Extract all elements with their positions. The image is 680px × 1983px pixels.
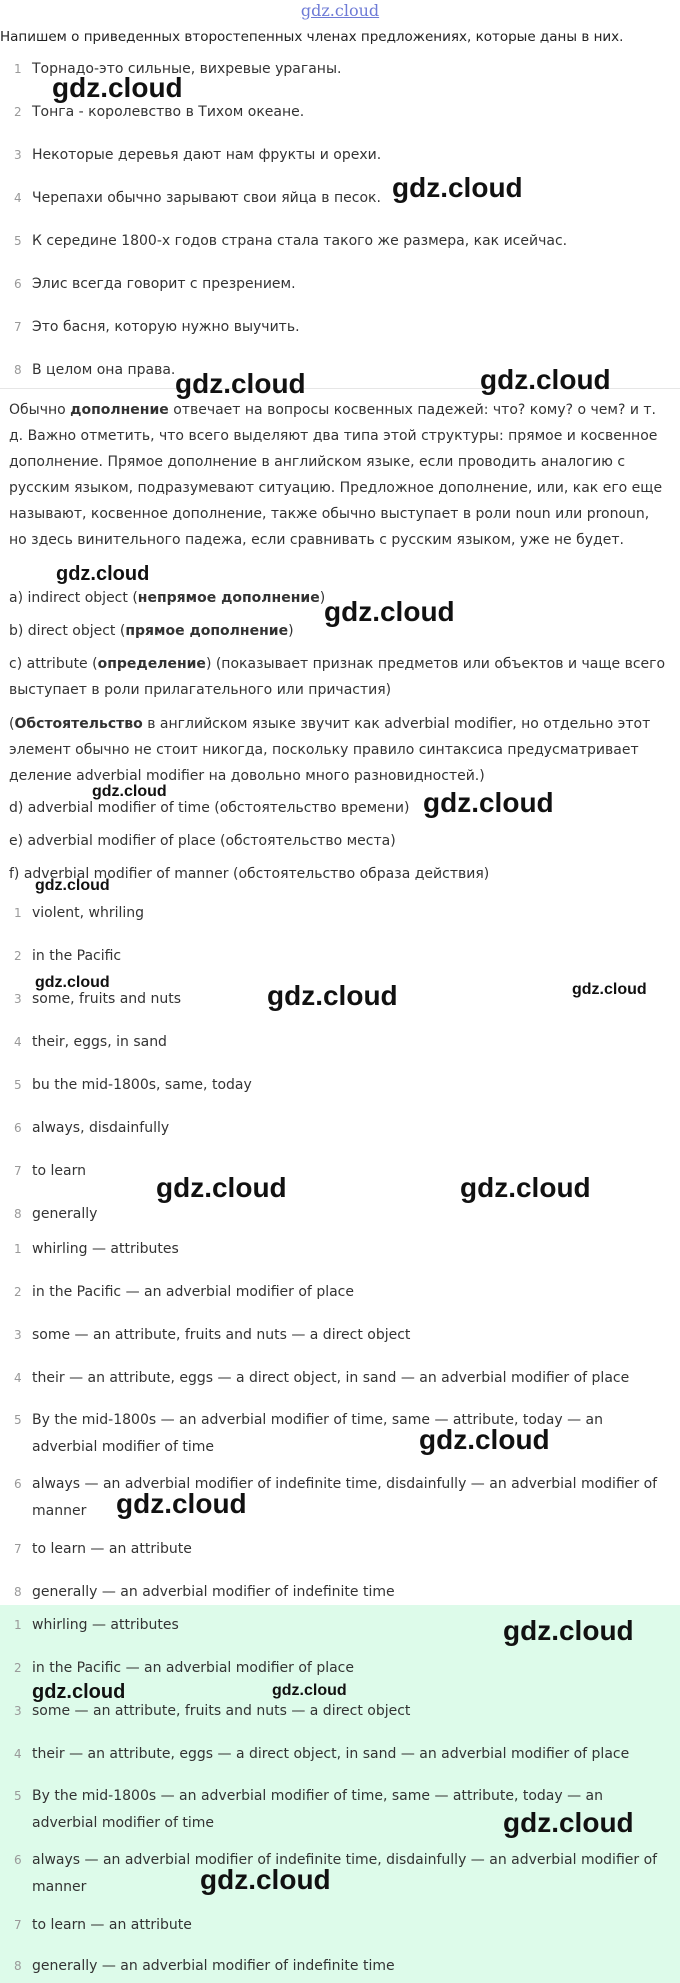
watermark: gdz.cloud [324, 596, 455, 627]
item-text: in the Pacific [32, 948, 122, 964]
item-number: 3 [14, 1328, 22, 1342]
watermark: gdz.cloud [175, 368, 306, 399]
item-number: 7 [14, 1918, 22, 1932]
item-text: By the mid-1800s — an adverbial modifier of time, same — attribute, today — an adverbial modifier of time [32, 1788, 604, 1831]
item-text: Черепахи обычно зарывают свои яйца в песок. [32, 190, 381, 206]
item-text: to learn — an attribute [32, 1541, 192, 1557]
theory-item-e: e) adverbial modifier of place (обстоятельство места) [9, 833, 396, 849]
item-number: 4 [14, 1035, 22, 1049]
item-number: 3 [14, 992, 22, 1006]
item-number: 1 [14, 62, 22, 76]
item-number: 5 [14, 234, 22, 248]
list-item [0, 184, 670, 212]
list-item [0, 227, 670, 255]
item-number: 1 [14, 1618, 22, 1632]
theory-term: дополнение [70, 402, 169, 418]
theory-item-c [9, 651, 669, 703]
item-text: generally [32, 1206, 98, 1222]
item-text: some, fruits and nuts [32, 991, 182, 1007]
item-text: Это басня, которую нужно выучить. [32, 319, 300, 335]
watermark: gdz.cloud [56, 563, 150, 585]
item-text: violent, whriling [32, 905, 145, 921]
item-number: 5 [14, 1789, 22, 1803]
theory-item-f: f) adverbial modifier of manner (обстоятельство образа действия) [9, 866, 490, 882]
item-text: Элис всегда говорит с презрением. [32, 276, 296, 292]
watermark: gdz.cloud [156, 1172, 287, 1203]
list-item [0, 1952, 670, 1980]
item-text: to learn [32, 1163, 86, 1179]
item-number: 7 [14, 1542, 22, 1556]
task-text: Напишем о приведенных второстепенных членах предложениях, которые даны в них. [0, 29, 624, 45]
list-item [0, 1847, 670, 1901]
theory-text: в английском языке звучит как adverbial modifier, но отдельно этот элемент обычно не стоит никогда, поскольку правило синтаксиса предусматривает деление adverbial modifier на довольно много разновидностей.) [9, 716, 651, 784]
list-item [0, 1364, 670, 1392]
item-number: 5 [14, 1078, 22, 1092]
theory-text: ) [319, 590, 326, 606]
watermark: gdz.cloud [35, 877, 110, 894]
list-item [0, 1740, 670, 1768]
watermark: gdz.cloud [392, 172, 523, 203]
item-number: 1 [14, 1242, 22, 1256]
theory-intro [9, 397, 669, 553]
theory-term: непрямое дополнение [137, 590, 320, 606]
item-number: 8 [14, 363, 22, 377]
item-text: whirling — attributes [32, 1241, 179, 1257]
theory-item-d: d) adverbial modifier of time (обстоятельство времени) [9, 800, 410, 816]
theory-text: ( [9, 716, 15, 732]
watermark: gdz.cloud [419, 1424, 550, 1455]
theory-text: ) [288, 623, 294, 639]
list-item [0, 1235, 670, 1263]
item-number: 5 [14, 1413, 22, 1427]
item-text: always, disdainfully [32, 1120, 170, 1136]
watermark: gdz.cloud [503, 1807, 634, 1838]
theory-text: Обычно [9, 402, 71, 418]
item-text: some — an attribute, fruits and nuts — a direct object [32, 1327, 411, 1343]
item-number: 3 [14, 1704, 22, 1718]
item-number: 2 [14, 949, 22, 963]
theory-text: b) direct object ( [9, 623, 126, 639]
watermark: gdz.cloud [32, 1681, 126, 1703]
list-item [0, 942, 670, 970]
item-number: 8 [14, 1207, 22, 1221]
watermark: gdz.cloud [503, 1615, 634, 1646]
item-text: their — an attribute, eggs — a direct object, in sand — an adverbial modifier of place [32, 1370, 630, 1386]
watermark: gdz.cloud [116, 1488, 247, 1519]
item-number: 6 [14, 1477, 22, 1491]
item-text: always — an adverbial modifier of indefinite time, disdainfully — an adverbial modifier of manner [32, 1476, 658, 1519]
item-number: 4 [14, 1747, 22, 1761]
theory-text: a) indirect object ( [9, 590, 138, 606]
watermark: gdz.cloud [480, 364, 611, 395]
theory-text: ) (показывает признак предметов или объектов и чаще всего выступает в роли прилагательного или причастия) [9, 656, 666, 698]
item-number: 7 [14, 1164, 22, 1178]
site-title-link[interactable]: gdz.cloud [300, 1, 380, 20]
theory-term: прямое дополнение [125, 623, 289, 639]
list-item [0, 1114, 670, 1142]
list-item [0, 313, 670, 341]
theory-text: c) attribute ( [9, 656, 98, 672]
item-number: 2 [14, 1661, 22, 1675]
item-number: 4 [14, 191, 22, 205]
list-item [0, 1407, 670, 1461]
list-item [0, 1654, 670, 1682]
list-item [0, 1278, 670, 1306]
watermark: gdz.cloud [272, 1682, 347, 1699]
item-number: 8 [14, 1959, 22, 1973]
item-text: always — an adverbial modifier of indefinite time, disdainfully — an adverbial modifier of manner [32, 1852, 658, 1895]
watermark: gdz.cloud [460, 1172, 591, 1203]
item-number: 6 [14, 1121, 22, 1135]
theory-term: определение [97, 656, 206, 672]
watermark: gdz.cloud [92, 783, 167, 800]
watermark: gdz.cloud [267, 980, 398, 1011]
watermark: gdz.cloud [52, 72, 183, 103]
item-number: 2 [14, 1285, 22, 1299]
item-text: bu the mid-1800s, same, today [32, 1077, 252, 1093]
item-text: Торнадо-это сильные, вихревые ураганы. [32, 61, 342, 77]
item-text: Тонга - королевство в Тихом океане. [32, 104, 305, 120]
list-item [0, 1071, 670, 1099]
item-number: 6 [14, 277, 22, 291]
item-text: generally — an adverbial modifier of indefinite time [32, 1584, 395, 1600]
list-item [0, 1200, 670, 1228]
item-text: to learn — an attribute [32, 1917, 192, 1933]
list-item [0, 899, 670, 927]
item-number: 7 [14, 320, 22, 334]
item-number: 2 [14, 105, 22, 119]
item-text: their, eggs, in sand [32, 1034, 167, 1050]
item-text: К середине 1800-х годов страна стала такого же размера, как исейчас. [32, 233, 568, 249]
item-number: 6 [14, 1853, 22, 1867]
theory-term: Обстоятельство [14, 716, 143, 732]
list-item [0, 1578, 670, 1606]
list-item [0, 141, 670, 169]
item-number: 4 [14, 1371, 22, 1385]
item-text: By the mid-1800s — an adverbial modifier of time, same — attribute, today — an adverbial modifier of time [32, 1412, 604, 1455]
list-item [0, 1911, 670, 1939]
item-number: 3 [14, 148, 22, 162]
item-text: some — an attribute, fruits and nuts — a direct object [32, 1703, 411, 1719]
item-text: generally — an adverbial modifier of indefinite time [32, 1958, 395, 1974]
item-text: in the Pacific — an adverbial modifier of place [32, 1284, 354, 1300]
list-item [0, 1321, 670, 1349]
item-text: Некоторые деревья дают нам фрукты и орехи. [32, 147, 382, 163]
list-item [0, 270, 670, 298]
theory-note [9, 711, 669, 789]
theory-block [0, 388, 680, 894]
list-item [0, 1028, 670, 1056]
item-number: 1 [14, 906, 22, 920]
item-number: 8 [14, 1585, 22, 1599]
watermark: gdz.cloud [200, 1864, 331, 1895]
watermark: gdz.cloud [572, 981, 647, 998]
watermark: gdz.cloud [423, 787, 554, 818]
item-text: whirling — attributes [32, 1617, 179, 1633]
item-text: in the Pacific — an adverbial modifier of place [32, 1660, 354, 1676]
watermark: gdz.cloud [35, 974, 110, 991]
list-item [0, 1471, 670, 1525]
theory-text: отвечает на вопросы косвенных падежей: что? кому? о чем? и т. д. Важно отметить, что всего выделяют два типа этой структуры: прямое и косвенное дополнение. Прямое дополнение в английском языке, если проводить аналогию с русским языком, подразумевают ситуацию. Предложное дополнение, или, как его еще называют, косвенное дополнение, также обычно выступает в роли noun или pronoun, но здесь винительного падежа, если сравнивать с русским языком, уже не будет. [9, 402, 663, 548]
item-text: their — an attribute, eggs — a direct object, in sand — an adverbial modifier of place [32, 1746, 630, 1762]
item-text: В целом она права. [32, 362, 176, 378]
list-item [0, 1535, 670, 1563]
